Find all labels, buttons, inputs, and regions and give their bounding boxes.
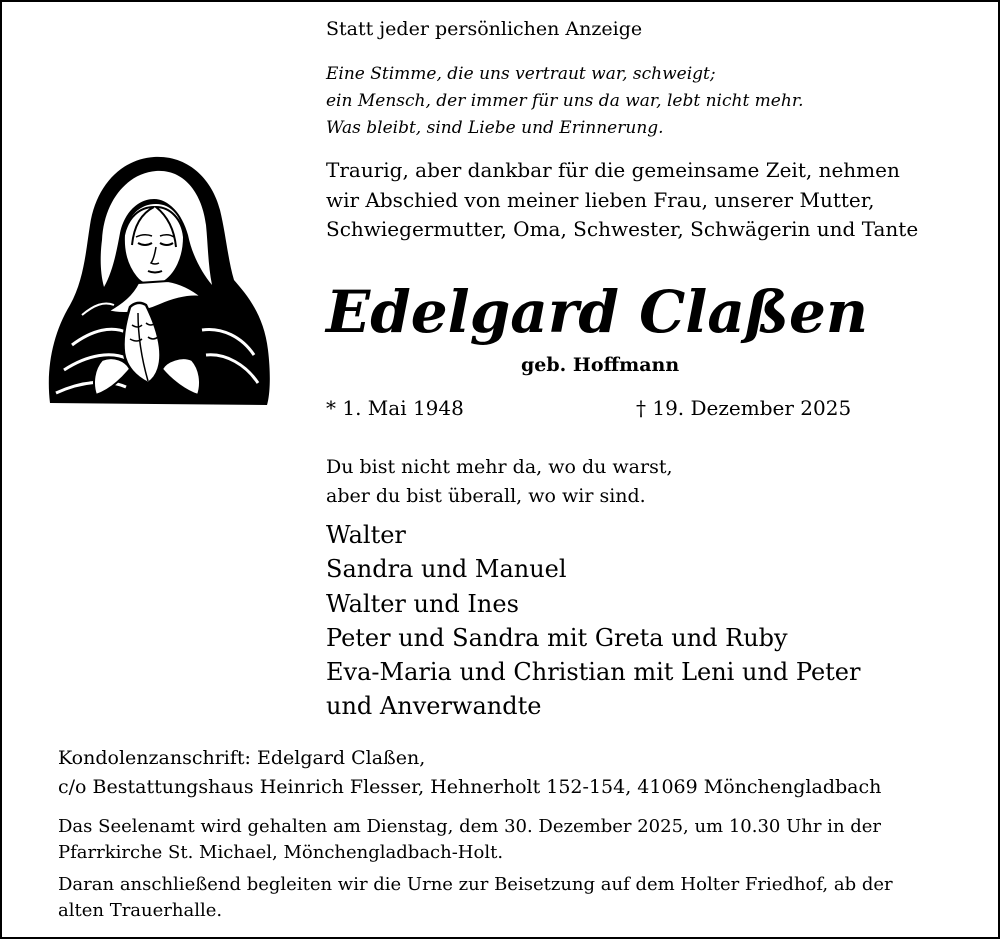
intro-line: wir Abschied von meiner lieben Frau, unserer Mutter, (326, 187, 875, 212)
address-line: c/o Bestattungshaus Heinrich Flesser, Hehnerholt 152-154, 41069 Mönchengladbach (58, 776, 882, 798)
intro-line: Traurig, aber dankbar für die gemeinsame Zeit, nehmen (326, 158, 900, 182)
family-list (326, 518, 860, 724)
poem-line: ein Mensch, der immer für uns da war, lebt nicht mehr. (326, 91, 804, 111)
intro-text (326, 156, 918, 245)
family-member: Sandra und Manuel (326, 555, 567, 584)
address-line: Kondolenzanschrift: Edelgard Claßen, (58, 747, 426, 769)
family-member: Peter und Sandra mit Greta und Ruby (326, 623, 788, 652)
family-member: Eva-Maria und Christian mit Leni und Peter (326, 658, 861, 687)
intro-line: Schwiegermutter, Oma, Schwester, Schwägerin und Tante (326, 217, 919, 241)
deceased-name: Edelgard Claßen (326, 278, 869, 346)
service-line: Pfarrkirche St. Michael, Mönchengladbach-Holt. (58, 842, 504, 863)
closing-poem (326, 453, 673, 510)
header-line: Statt jeder persönlichen Anzeige (326, 18, 643, 40)
burial-line: Daran anschließend begleiten wir die Urne zur Beisetzung auf dem Holter Friedhof, ab der (58, 874, 893, 895)
opening-poem (326, 61, 803, 142)
death-date: † 19. Dezember 2025 (636, 396, 852, 420)
burial-line: alten Trauerhalle. (58, 900, 223, 921)
family-member: Walter und Ines (326, 589, 519, 618)
poem-line: Was bleibt, sind Liebe und Erinnerung. (326, 118, 664, 138)
burial-info (58, 872, 893, 924)
service-info (58, 814, 881, 866)
poem-line: Eine Stimme, die uns vertraut war, schweigt; (326, 64, 716, 84)
condolence-address (58, 744, 881, 802)
family-member: Walter (326, 521, 406, 549)
poem-line: Du bist nicht mehr da, wo du warst, (326, 456, 673, 478)
birth-date: * 1. Mai 1948 (326, 396, 464, 420)
family-member: und Anverwandte (326, 692, 542, 721)
poem-line: aber du bist überall, wo wir sind. (326, 484, 646, 507)
maiden-name: geb. Hoffmann (521, 354, 680, 376)
praying-madonna-illustration (42, 155, 272, 407)
service-line: Das Seelenamt wird gehalten am Dienstag, dem 30. Dezember 2025, um 10.30 Uhr in der (58, 816, 882, 837)
